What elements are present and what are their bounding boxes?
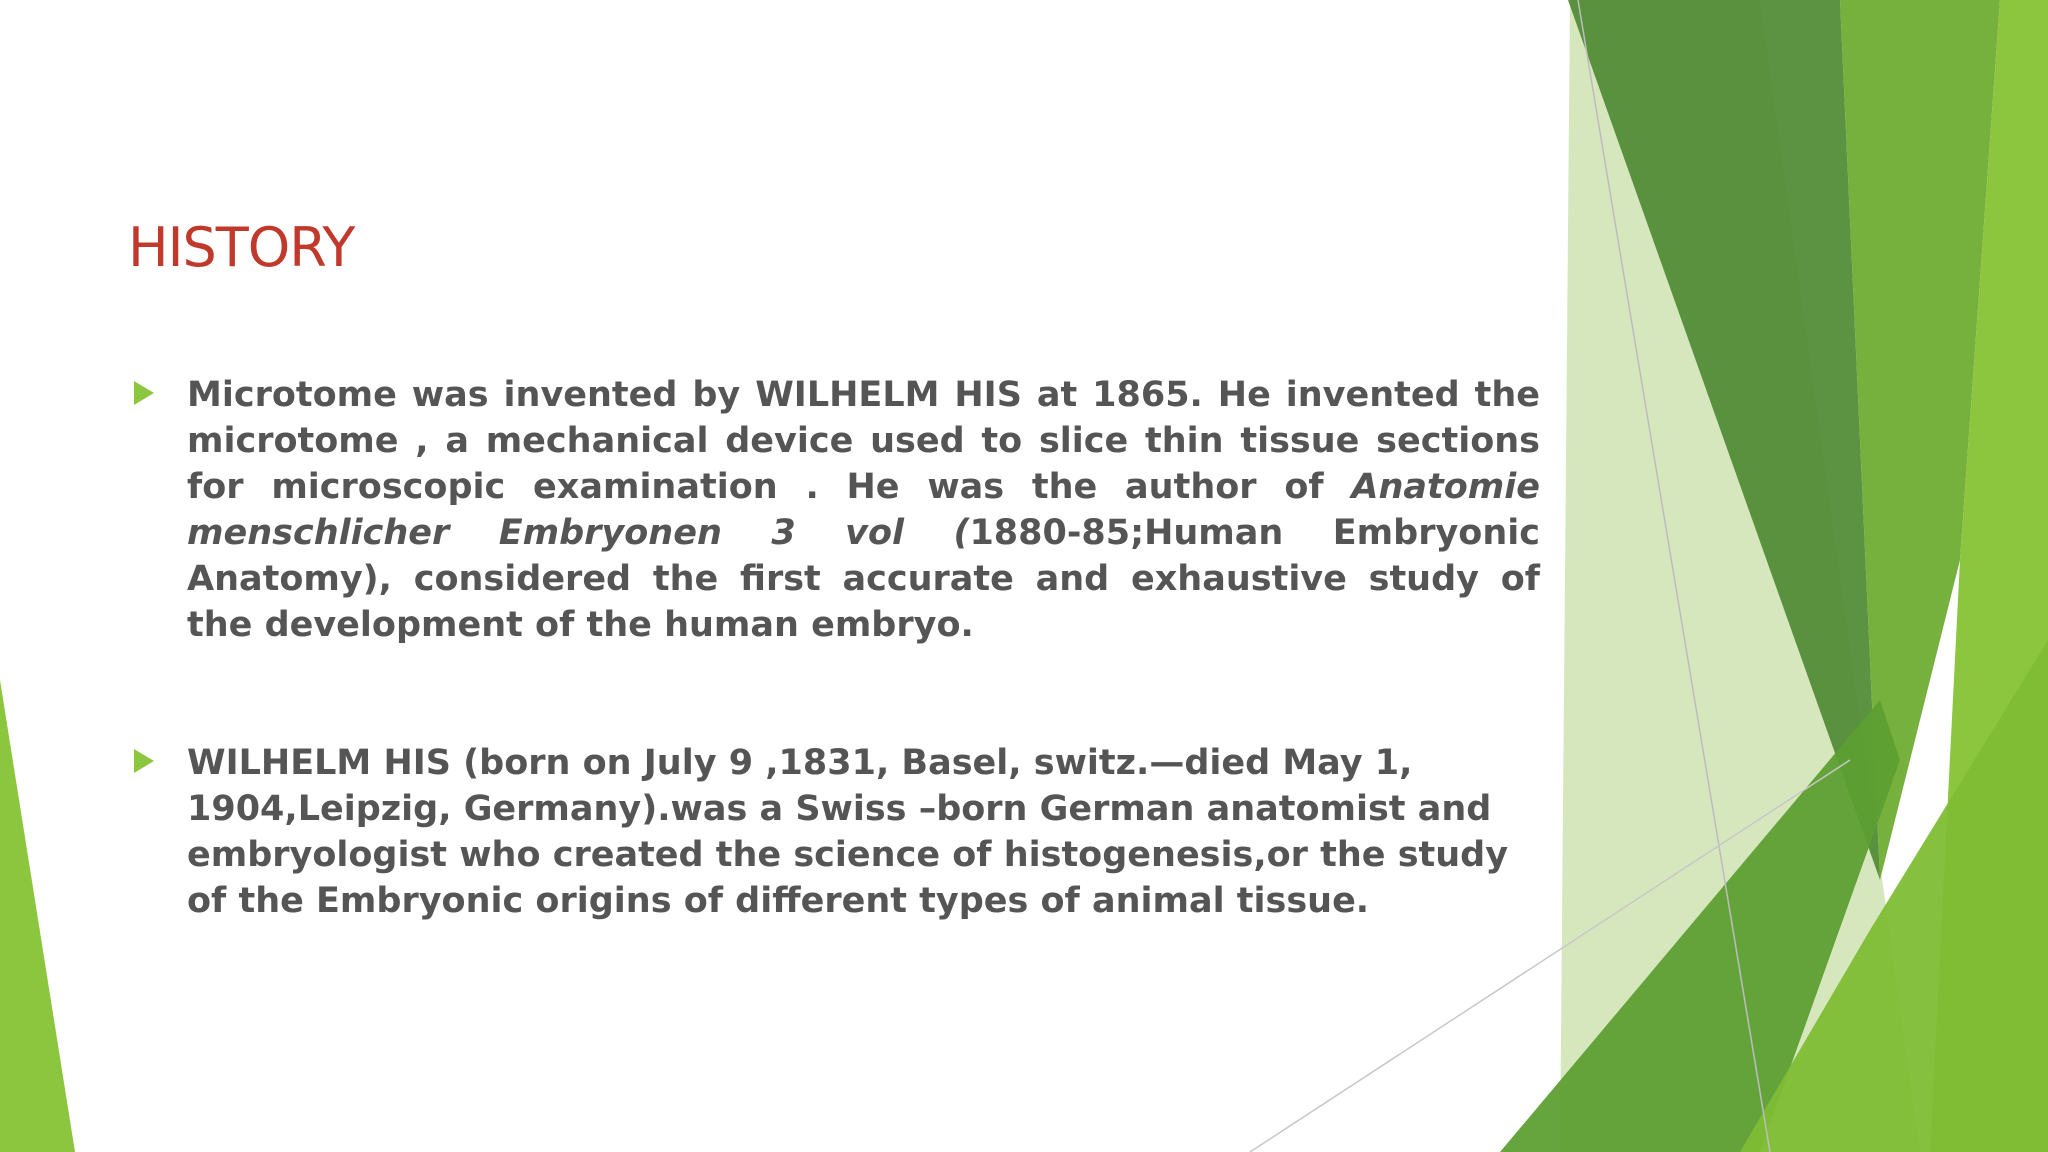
bullet-arrow-icon bbox=[134, 749, 154, 773]
bullet-arrow-icon bbox=[134, 381, 154, 405]
bullet-item-microtome bbox=[128, 372, 1540, 648]
bullet-text: Microtome was invented by WILHELM HIS at 1865. He invented the microtome , a mechanical device used to slice thin tissue sections for microscopic examination . He was the author of bbox=[187, 375, 1540, 507]
slide-title: HISTORY bbox=[128, 216, 355, 279]
book-title-italic: Anatomie menschlicher Embryonen 3 vol ( bbox=[187, 467, 1540, 553]
bullet-list bbox=[128, 372, 1540, 1016]
left-green-sliver bbox=[0, 680, 75, 1152]
bullet-text: 1880-85;Human Embryonic Anatomy), considered the first accurate and exhaustive study of the development of the human embryo. bbox=[187, 513, 1540, 645]
bullet-item-wilhelm-his bbox=[128, 740, 1540, 924]
bullet-text: WILHELM HIS (born on July 9 ,1831, Basel, switz.—died May 1, 1904,Leipzig, Germany).was a Swiss –born German anatomist and embryologist who created the science of histogenesis,or the study of the Embryonic origins of different types of animal tissue. bbox=[187, 743, 1509, 921]
